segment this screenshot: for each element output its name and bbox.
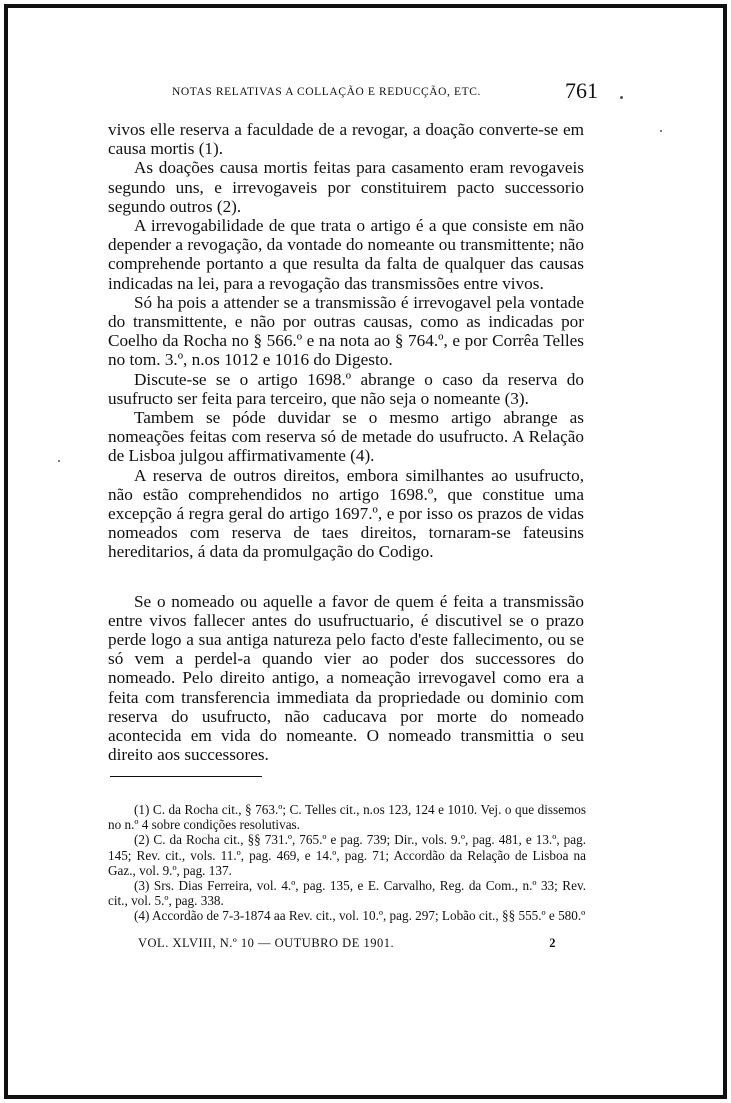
footnote: (2) C. da Rocha cit., §§ 731.º, 765.º e pag. 739; Dir., vols. 9.º, pag. 481, e 13.º, pag. 145; Rev. cit., vols. 11.º, pag. 469, e 14.º, pag. 71; Accordão da Relação de Lisboa na Gaz., vol. 9.º, pag. 137. — [108, 832, 586, 878]
scan-speck — [660, 130, 662, 132]
page-footer — [138, 936, 556, 951]
paragraph: vivos elle reserva a faculdade de a revogar, a doação converte-se em causa mortis (1). — [108, 120, 584, 159]
scan-speck — [58, 460, 60, 462]
footnote: (3) Srs. Dias Ferreira, vol. 4.º, pag. 135, e E. Carvalho, Reg. da Com., n.º 33; Rev. cit., vol. 5.º, pag. 338. — [108, 878, 586, 909]
paragraph: A irrevogabilidade de que trata o artigo é a que consiste em não depender a revogação, da vontade do nomeante ou transmittente; não comprehende portanto a que resulta da falta de qualquer das causas indicadas na lei, para a revogação das transmissões entre vivos. — [108, 216, 584, 293]
running-title: NOTAS RELATIVAS A COLLAÇÃO E REDUCÇÃO, ETC. — [172, 86, 481, 98]
footnote-rule — [110, 776, 262, 777]
footnote: (4) Accordão de 7-3-1874 aa Rev. cit., vol. 10.º, pag. 297; Lobão cit., §§ 555.º e 580.º — [134, 908, 586, 924]
paragraph: Discute-se se o artigo 1698.º abrange o caso da reserva do usufructo ser feita para terceiro, que não seja o nomeante (3). — [108, 369, 584, 408]
main-text — [108, 120, 584, 765]
paragraph: Tambem se póde duvidar se o mesmo artigo abrange as nomeações feitas com reserva só de metade do usufructo. A Relação de Lisboa julgou affirmativamente (4). — [108, 408, 584, 466]
volume-line: VOL. XLVIII, N.º 10 — OUTUBRO DE 1901. — [138, 936, 395, 950]
paragraph: As doações causa mortis feitas para casamento eram revogaveis segundo uns, e irrevogaveis por constituirem pacto successorio segundo outros (2). — [108, 158, 584, 216]
paragraph: Só ha pois a attender se a transmissão é irrevogavel pela vontade do transmittente, e não por outras causas, como as indicadas por Coelho da Rocha no § 566.º e na nota ao § 764.º, e por Corrêa Telles no tom. 3.º, n.os 1012 e 1016 do Digesto. — [108, 292, 584, 370]
page-number: 761 — [565, 78, 598, 103]
scan-speck — [620, 96, 623, 99]
paragraph: A reserva de outros direitos, embora similhantes ao usufructo, não estão comprehendidos no artigo 1698.º, que constitue uma excepção á regra geral do artigo 1697.º, e por isso os prazos de vidas nomeados com reserva de taes direitos, tornaram-se fateusins hereditarios, á data da promulgação do Codigo. — [108, 465, 584, 562]
section-gap — [108, 562, 584, 592]
footnotes — [108, 802, 586, 924]
footnote: (1) C. da Rocha cit., § 763.º; C. Telles cit., n.os 123, 124 e 1010. Vej. o que dissemos no n.º 4 sobre condições resolutivas. — [108, 802, 586, 833]
paragraph: Se o nomeado ou aquelle a favor de quem é feita a transmissão entre vivos fallecer antes do usufructuario, é discutivel se o prazo perde logo a sua antiga natureza pelo facto d'este fallecimento, ou se só vem a perdel-a quando vier ao poder dos successores do nomeado. Pelo direito antigo, a nomeação irrevogavel como era a feita com transferencia immediata da propriedade ou dominio com reserva do usufructo, não caducava por morte do nomeado acontecida em vida do nomeante. O nomeado transmittia o seu direito aos successores. — [108, 591, 584, 765]
signature-mark: 2 — [549, 936, 556, 950]
